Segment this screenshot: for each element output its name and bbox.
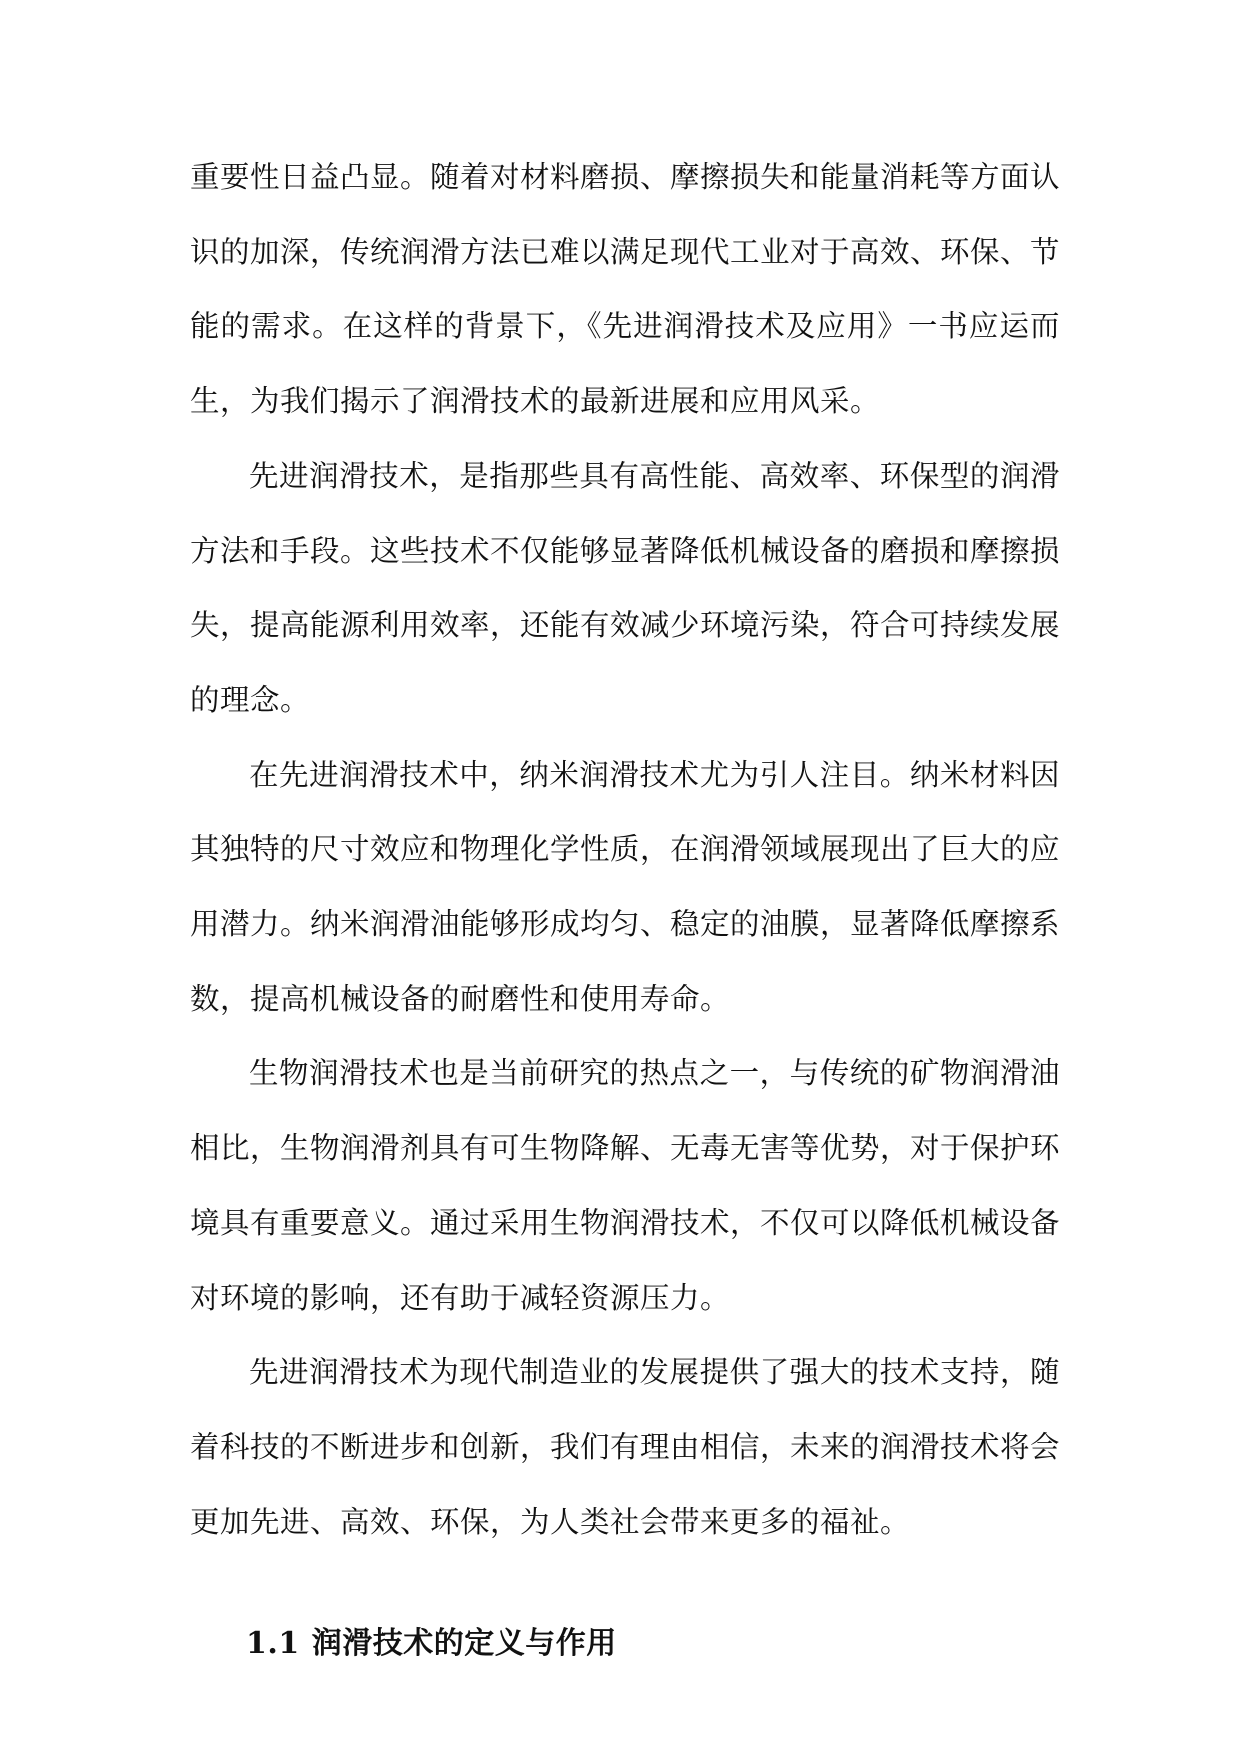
section-heading xyxy=(190,1607,1060,1682)
section-number: 1.1 xyxy=(246,1626,300,1662)
section-title: 润滑技术的定义与作用 xyxy=(311,1626,617,1662)
paragraph: 先进润滑技术，是指那些具有高性能、高效率、环保型的润滑方法和手段。这些技术不仅能够显著降低机械设备的磨损和摩擦损失，提高能源利用效率，还能有效减少环境污染，符合可持续发展的理念。 xyxy=(190,458,1061,717)
document-body xyxy=(190,140,1060,1682)
paragraph: 生物润滑技术也是当前研究的热点之一，与传统的矿物润滑油相比，生物润滑剂具有可生物降解、无毒无害等优势，对于保护环境具有重要意义。通过采用生物润滑技术，不仅可以降低机械设备对环境的影响，还有助于减轻资源压力。 xyxy=(190,1056,1061,1315)
paragraph: 在先进润滑技术中，纳米润滑技术尤为引人注目。纳米材料因其独特的尺寸效应和物理化学性质，在润滑领域展现出了巨大的应用潜力。纳米润滑油能够形成均匀、稳定的油膜，显著降低摩擦系数，提高机械设备的耐磨性和使用寿命。 xyxy=(190,757,1061,1016)
paragraph-continued: 重要性日益凸显。随着对材料磨损、摩擦损失和能量消耗等方面认识的加深，传统润滑方法已难以满足现代工业对于高效、环保、节能的需求。在这样的背景下，《先进润滑技术及应用》一书应运而生，为我们揭示了润滑技术的最新进展和应用风采。 xyxy=(190,160,1061,419)
paragraph: 先进润滑技术为现代制造业的发展提供了强大的技术支持，随着科技的不断进步和创新，我们有理由相信，未来的润滑技术将会更加先进、高效、环保，为人类社会带来更多的福祉。 xyxy=(190,1355,1061,1539)
